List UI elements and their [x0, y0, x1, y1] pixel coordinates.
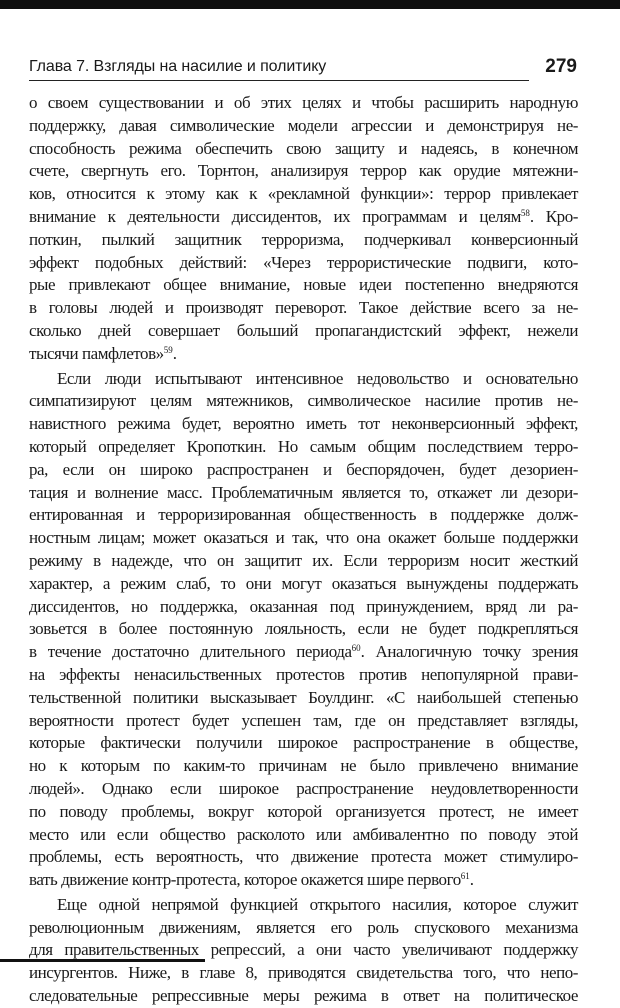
text-line-content: тысячи памфлетов»	[29, 343, 164, 363]
text-line-content: вать движение контр-протеста, которое окажется шире первого	[29, 870, 461, 890]
text-line	[29, 573, 578, 596]
text-line-content: тация и волнение масс. Проблематичным является то, откажет ли дезори-	[29, 482, 578, 502]
text-line-content: режиму в надежде, что он защитит их. Если терроризм носит жесткий	[29, 550, 578, 570]
text-line-content: следовательные репрессивные меры режима в ответ на политическое	[29, 986, 578, 1006]
text-line-content: место или если общество расколото или амбивалентно по поводу этой	[29, 824, 578, 844]
text-line	[29, 252, 578, 275]
text-line	[29, 732, 578, 755]
text-line-content: рые привлекают общее внимание, новые идеи постепенно внедряются	[29, 275, 578, 295]
text-line	[29, 229, 578, 252]
page-number: 279	[545, 56, 577, 77]
text-line-tail: .	[469, 870, 474, 890]
text-line	[29, 824, 578, 847]
text-line-content: поткин, пылкий защитник терроризма, подчеркивал конверсионный	[29, 229, 578, 249]
text-line	[29, 869, 578, 892]
text-line	[29, 92, 578, 115]
text-line	[29, 710, 578, 733]
text-line	[29, 962, 578, 985]
text-line-tail: . Кро-	[529, 206, 578, 226]
text-line-content: Если люди испытывают интенсивное недовольство и основательно	[57, 368, 578, 388]
text-line-content: навистного режима будет, вероятно иметь тот неконверсионный эффект,	[29, 414, 578, 434]
text-line	[29, 138, 578, 161]
text-line	[29, 596, 578, 619]
text-line-content: сколько дней совершает больший пропагандистский эффект, нежели	[29, 320, 578, 340]
text-line	[29, 390, 578, 413]
text-line-content: способность режима обеспечить свою защиту и надеясь, в конечном	[29, 138, 578, 158]
bottom-edge-bar	[0, 959, 205, 962]
text-line-content: инсургентов. Ниже, в главе 8, приводятся свидетельства того, что непо-	[29, 963, 578, 983]
footnote-marker: 58	[520, 207, 530, 218]
text-line	[29, 413, 578, 436]
text-line-content: людей». Однако если широкое распространение неудовлетворенности	[29, 778, 578, 798]
text-line-content: на эффекты ненасильственных протестов против непопулярной прави-	[29, 664, 578, 684]
text-line-content: ностным лицам; может оказаться и так, что она окажет больше поддержки	[29, 528, 578, 548]
text-line	[29, 687, 578, 710]
text-line	[29, 274, 578, 297]
text-line-content: тельственной политики высказывает Боулдинг. «С наибольшей степенью	[29, 687, 578, 707]
text-line	[29, 641, 578, 664]
text-line-content: внимание к деятельности диссидентов, их программам и целям	[29, 206, 521, 226]
body-text	[29, 92, 578, 1008]
text-line	[29, 459, 578, 482]
text-line	[29, 778, 578, 801]
text-line	[29, 297, 578, 320]
text-line	[29, 206, 578, 229]
text-line	[29, 115, 578, 138]
text-line-content: Еще одной непрямой функцией открытого насилия, которое служит	[57, 894, 578, 914]
text-line-content: вероятности протест будет успешен там, где он представляет взгляды,	[29, 710, 578, 730]
text-line-content: ков, относится к этому как к «рекламной функции»: террор привлекает	[29, 184, 578, 204]
text-line-content: которые фактически получили широкое распространение в обществе,	[29, 733, 578, 753]
text-line	[29, 343, 578, 366]
text-line-content: эффект подобных действий: «Через террористические подвиги, кото-	[29, 252, 578, 272]
text-line-content: диссидентов, но поддержка, оказанная под принуждением, вряд ли ра-	[29, 596, 578, 616]
text-line-content: счете, свергнуть его. Торнтон, анализируя террор как орудие мятежни-	[29, 161, 578, 181]
text-line	[29, 183, 578, 206]
text-line	[29, 917, 578, 940]
top-edge-bar	[0, 0, 620, 9]
text-line-content: ра, если он широко распространен и беспорядочен, будет дезориен-	[29, 459, 578, 479]
running-header	[29, 58, 577, 82]
text-line-content: поддержку, давая символические модели агрессии и демонстрируя не-	[29, 115, 578, 135]
text-line-content: в головы людей и производят переворот. Такое действие всего за не-	[29, 298, 578, 318]
footnote-marker: 59	[163, 344, 173, 355]
text-line	[29, 664, 578, 687]
text-line-content: в течение достаточно длительного периода	[29, 642, 352, 662]
text-line	[29, 985, 578, 1008]
text-line-content: ентированная и терроризированная общественность в поддержке долж-	[29, 505, 578, 525]
text-line-content: симпатизируют целям мятежников, символическое насилие против не-	[29, 391, 578, 411]
text-line	[29, 160, 578, 183]
text-line	[29, 618, 578, 641]
text-line-tail: .	[172, 343, 177, 363]
chapter-title: Глава 7. Взгляды на насилие и политику	[29, 58, 327, 75]
text-line	[29, 894, 578, 917]
text-line-content: но к которым по каким-то причинам не было привлечено внимание	[29, 756, 578, 776]
text-line-content: революционным движениям, является его роль спускового механизма	[29, 917, 578, 937]
text-line-content: проблемы, есть вероятность, что движение протеста может стимулиро-	[29, 847, 578, 867]
text-line-content: по поводу проблемы, вокруг которой организуется протест, не имеет	[29, 801, 578, 821]
text-line	[29, 320, 578, 343]
text-line	[29, 527, 578, 550]
text-line-content: для правительственных репрессий, а они часто увеличивают поддержку	[29, 940, 578, 960]
text-line	[29, 482, 578, 505]
footnote-marker: 60	[351, 643, 361, 654]
text-line	[29, 801, 578, 824]
text-line	[29, 755, 578, 778]
text-line	[29, 550, 578, 573]
text-line-content: характер, а режим слаб, то они могут оказаться вынуждены поддержать	[29, 573, 578, 593]
footnote-marker: 61	[460, 871, 470, 882]
text-line-content: о своем существовании и об этих целях и чтобы расширить народную	[29, 93, 578, 112]
text-line-tail: . Аналогичную точку зрения	[360, 642, 578, 662]
text-line	[29, 846, 578, 869]
text-line	[29, 368, 578, 391]
text-line	[29, 436, 578, 459]
text-line-content: зовьется в более постоянную лояльность, если не будет подкрепляться	[29, 619, 578, 639]
text-line	[29, 504, 578, 527]
text-line-content: который определяет Кропоткин. Но самым общим последствием терро-	[29, 436, 578, 456]
header-rule	[29, 80, 529, 81]
